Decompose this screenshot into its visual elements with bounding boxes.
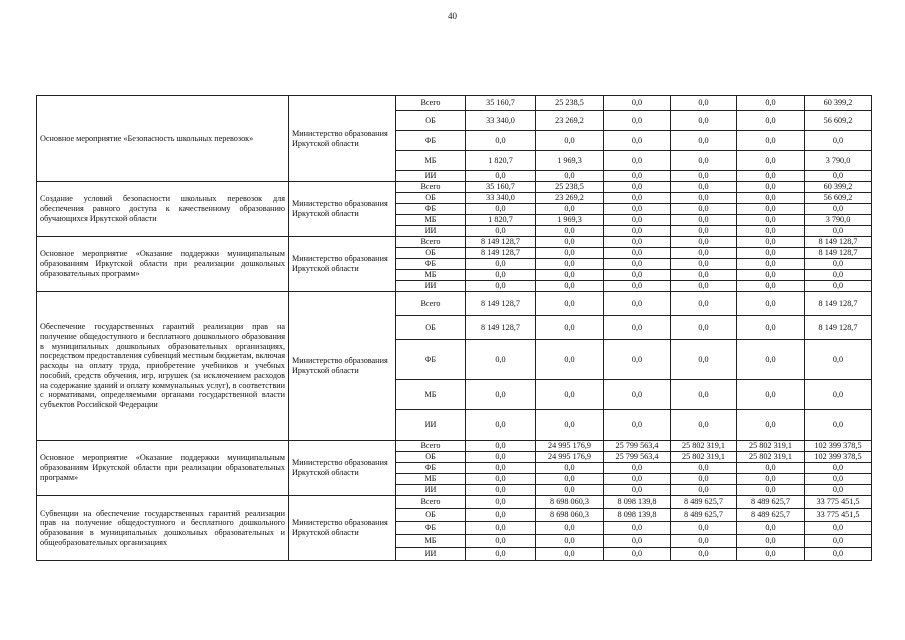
value-cell: 0,0 — [737, 270, 805, 281]
total-value-cell: 0,0 — [805, 340, 872, 380]
total-value-cell: 0,0 — [805, 171, 872, 182]
funding-source-cell: ФБ — [396, 131, 466, 151]
value-cell: 33 340,0 — [466, 193, 536, 204]
value-cell: 0,0 — [671, 182, 737, 193]
value-cell: 1 969,3 — [536, 215, 604, 226]
value-cell: 0,0 — [737, 463, 805, 474]
funding-source-cell: Всего — [396, 182, 466, 193]
total-value-cell: 33 775 451,5 — [805, 509, 872, 522]
value-cell: 0,0 — [466, 259, 536, 270]
value-cell: 0,0 — [536, 226, 604, 237]
value-cell: 0,0 — [604, 316, 671, 340]
value-cell: 0,0 — [671, 193, 737, 204]
value-cell: 0,0 — [737, 474, 805, 485]
value-cell: 0,0 — [604, 171, 671, 182]
value-cell: 0,0 — [604, 340, 671, 380]
funding-source-cell: ОБ — [396, 111, 466, 131]
value-cell: 0,0 — [737, 292, 805, 316]
total-value-cell: 0,0 — [805, 270, 872, 281]
value-cell: 25 802 319,1 — [737, 441, 805, 452]
value-cell: 0,0 — [604, 485, 671, 496]
value-cell: 0,0 — [737, 171, 805, 182]
value-cell: 0,0 — [536, 410, 604, 441]
executor-cell: Министерство образования Иркутской области — [289, 496, 396, 561]
value-cell: 1 820,7 — [466, 215, 536, 226]
value-cell: 23 269,2 — [536, 193, 604, 204]
table-row — [37, 96, 872, 111]
total-value-cell: 0,0 — [805, 548, 872, 561]
value-cell: 0,0 — [604, 226, 671, 237]
funding-source-cell: ИИ — [396, 281, 466, 292]
funding-source-cell: ФБ — [396, 340, 466, 380]
funding-source-cell: МБ — [396, 270, 466, 281]
value-cell: 0,0 — [671, 292, 737, 316]
total-value-cell: 3 790,0 — [805, 215, 872, 226]
total-value-cell: 102 399 378,5 — [805, 452, 872, 463]
value-cell: 8 149 128,7 — [466, 292, 536, 316]
value-cell: 0,0 — [671, 171, 737, 182]
value-cell: 0,0 — [536, 535, 604, 548]
value-cell: 0,0 — [466, 485, 536, 496]
value-cell: 0,0 — [604, 151, 671, 171]
value-cell: 25 802 319,1 — [737, 452, 805, 463]
executor-cell: Министерство образования Иркутской области — [289, 292, 396, 441]
event-name-cell: Обеспечение государственных гарантий реализации прав на получение общедоступного и бесплатного дошкольного образования в муниципальных дошкольных образовательных организациях, посредством предоставления субвенций местным бюджетам, включая расходы на оплату труда, приобретение учебников и учебных пособий, средств обучения, игр, игрушек (за исключением расходов на содержание зданий и оплату коммунальных услуг), в соответствии с нормативами, определяемыми органами государственной власти субъектов Российской Федерации — [37, 292, 289, 441]
value-cell: 8 489 625,7 — [737, 496, 805, 509]
value-cell: 35 160,7 — [466, 182, 536, 193]
value-cell: 0,0 — [466, 496, 536, 509]
value-cell: 0,0 — [536, 463, 604, 474]
value-cell: 0,0 — [671, 131, 737, 151]
funding-source-cell: ФБ — [396, 463, 466, 474]
value-cell: 0,0 — [737, 111, 805, 131]
page-number: 40 — [448, 11, 457, 21]
value-cell: 0,0 — [604, 380, 671, 410]
value-cell: 0,0 — [737, 340, 805, 380]
value-cell: 0,0 — [604, 281, 671, 292]
value-cell: 0,0 — [536, 248, 604, 259]
value-cell: 0,0 — [604, 237, 671, 248]
total-value-cell: 33 775 451,5 — [805, 496, 872, 509]
value-cell: 0,0 — [671, 96, 737, 111]
value-cell: 0,0 — [671, 237, 737, 248]
funding-source-cell: ИИ — [396, 548, 466, 561]
total-value-cell: 0,0 — [805, 522, 872, 535]
total-value-cell: 0,0 — [805, 410, 872, 441]
value-cell: 0,0 — [466, 380, 536, 410]
funding-source-cell: ФБ — [396, 259, 466, 270]
funding-source-cell: Всего — [396, 237, 466, 248]
value-cell: 8 149 128,7 — [466, 248, 536, 259]
value-cell: 0,0 — [737, 248, 805, 259]
value-cell: 0,0 — [671, 248, 737, 259]
value-cell: 0,0 — [536, 316, 604, 340]
value-cell: 0,0 — [737, 96, 805, 111]
value-cell: 0,0 — [671, 474, 737, 485]
event-name-cell: Основное мероприятие «Оказание поддержки муниципальным образованиям Иркутской области при реализации образовательных программ» — [37, 441, 289, 496]
funding-source-cell: МБ — [396, 380, 466, 410]
value-cell: 0,0 — [466, 340, 536, 380]
executor-cell: Министерство образования Иркутской области — [289, 96, 396, 182]
value-cell: 0,0 — [604, 204, 671, 215]
value-cell: 0,0 — [604, 193, 671, 204]
total-value-cell: 0,0 — [805, 485, 872, 496]
value-cell: 0,0 — [604, 248, 671, 259]
value-cell: 0,0 — [466, 535, 536, 548]
value-cell: 0,0 — [536, 171, 604, 182]
value-cell: 0,0 — [671, 548, 737, 561]
value-cell: 0,0 — [536, 204, 604, 215]
value-cell: 0,0 — [671, 226, 737, 237]
value-cell: 8 489 625,7 — [671, 509, 737, 522]
value-cell: 8 698 060,3 — [536, 509, 604, 522]
value-cell: 0,0 — [466, 410, 536, 441]
funding-source-cell: Всего — [396, 496, 466, 509]
value-cell: 0,0 — [671, 111, 737, 131]
value-cell: 1 969,3 — [536, 151, 604, 171]
value-cell: 0,0 — [737, 131, 805, 151]
table-row — [37, 441, 872, 452]
value-cell: 0,0 — [536, 548, 604, 561]
value-cell: 0,0 — [604, 182, 671, 193]
event-name-cell: Основное мероприятие «Безопасность школьных перевозок» — [37, 96, 289, 182]
value-cell: 0,0 — [466, 171, 536, 182]
value-cell: 0,0 — [536, 281, 604, 292]
value-cell: 0,0 — [536, 485, 604, 496]
funding-source-cell: Всего — [396, 292, 466, 316]
total-value-cell: 102 399 378,5 — [805, 441, 872, 452]
funding-source-cell: МБ — [396, 215, 466, 226]
value-cell: 0,0 — [536, 292, 604, 316]
value-cell: 8 149 128,7 — [466, 316, 536, 340]
total-value-cell: 56 609,2 — [805, 111, 872, 131]
table-row — [37, 496, 872, 509]
total-value-cell: 8 149 128,7 — [805, 316, 872, 340]
value-cell: 0,0 — [466, 204, 536, 215]
total-value-cell: 0,0 — [805, 281, 872, 292]
value-cell: 0,0 — [536, 131, 604, 151]
total-value-cell: 0,0 — [805, 380, 872, 410]
value-cell: 8 149 128,7 — [466, 237, 536, 248]
value-cell: 0,0 — [671, 485, 737, 496]
funding-source-cell: МБ — [396, 474, 466, 485]
value-cell: 0,0 — [604, 522, 671, 535]
value-cell: 0,0 — [466, 270, 536, 281]
total-value-cell: 0,0 — [805, 474, 872, 485]
value-cell: 0,0 — [536, 522, 604, 535]
value-cell: 0,0 — [466, 509, 536, 522]
value-cell: 0,0 — [671, 151, 737, 171]
value-cell: 33 340,0 — [466, 111, 536, 131]
value-cell: 1 820,7 — [466, 151, 536, 171]
value-cell: 0,0 — [671, 204, 737, 215]
value-cell: 24 995 176,9 — [536, 441, 604, 452]
value-cell: 0,0 — [604, 96, 671, 111]
value-cell: 0,0 — [604, 474, 671, 485]
total-value-cell: 0,0 — [805, 463, 872, 474]
value-cell: 0,0 — [536, 380, 604, 410]
value-cell: 0,0 — [604, 535, 671, 548]
total-value-cell: 3 790,0 — [805, 151, 872, 171]
funding-source-cell: ОБ — [396, 452, 466, 463]
value-cell: 0,0 — [466, 441, 536, 452]
value-cell: 0,0 — [604, 111, 671, 131]
total-value-cell: 8 149 128,7 — [805, 248, 872, 259]
event-name-cell: Субвенции на обеспечение государственных гарантий реализации прав на получение общедоступного и бесплатного дошкольного образования в муниципальных дошкольных образовательных и общеобразовательных организациях — [37, 496, 289, 561]
funding-source-cell: МБ — [396, 535, 466, 548]
value-cell: 0,0 — [737, 485, 805, 496]
event-name-cell: Создание условий безопасности школьных перевозок для обеспечения равного доступа к качественному образованию обучающихся Иркутской области — [37, 182, 289, 237]
value-cell: 8 698 060,3 — [536, 496, 604, 509]
value-cell: 0,0 — [671, 380, 737, 410]
executor-cell: Министерство образования Иркутской области — [289, 441, 396, 496]
executor-cell: Министерство образования Иркутской области — [289, 182, 396, 237]
value-cell: 0,0 — [466, 226, 536, 237]
value-cell: 0,0 — [671, 270, 737, 281]
funding-source-cell: Всего — [396, 96, 466, 111]
value-cell: 0,0 — [671, 463, 737, 474]
value-cell: 0,0 — [604, 548, 671, 561]
value-cell: 0,0 — [737, 316, 805, 340]
total-value-cell: 8 149 128,7 — [805, 237, 872, 248]
value-cell: 0,0 — [466, 463, 536, 474]
total-value-cell: 0,0 — [805, 535, 872, 548]
value-cell: 0,0 — [466, 131, 536, 151]
total-value-cell: 0,0 — [805, 226, 872, 237]
value-cell: 0,0 — [671, 522, 737, 535]
value-cell: 0,0 — [737, 380, 805, 410]
value-cell: 23 269,2 — [536, 111, 604, 131]
funding-source-cell: ИИ — [396, 226, 466, 237]
funding-source-cell: Всего — [396, 441, 466, 452]
value-cell: 0,0 — [536, 340, 604, 380]
table-row — [37, 237, 872, 248]
value-cell: 0,0 — [536, 237, 604, 248]
value-cell: 0,0 — [737, 281, 805, 292]
funding-source-cell: ОБ — [396, 509, 466, 522]
funding-source-cell: МБ — [396, 151, 466, 171]
value-cell: 0,0 — [737, 226, 805, 237]
value-cell: 0,0 — [466, 548, 536, 561]
value-cell: 0,0 — [737, 410, 805, 441]
value-cell: 0,0 — [466, 522, 536, 535]
funding-source-cell: ИИ — [396, 171, 466, 182]
value-cell: 0,0 — [604, 259, 671, 270]
budget-table — [36, 95, 872, 561]
total-value-cell: 0,0 — [805, 204, 872, 215]
value-cell: 0,0 — [671, 340, 737, 380]
value-cell: 0,0 — [737, 182, 805, 193]
total-value-cell: 60 399,2 — [805, 182, 872, 193]
funding-source-cell: ИИ — [396, 410, 466, 441]
value-cell: 0,0 — [536, 474, 604, 485]
value-cell: 0,0 — [737, 215, 805, 226]
value-cell: 0,0 — [737, 548, 805, 561]
value-cell: 25 238,5 — [536, 96, 604, 111]
value-cell: 0,0 — [737, 151, 805, 171]
value-cell: 0,0 — [737, 522, 805, 535]
value-cell: 25 799 563,4 — [604, 452, 671, 463]
value-cell: 0,0 — [604, 131, 671, 151]
value-cell: 0,0 — [671, 535, 737, 548]
value-cell: 25 799 563,4 — [604, 441, 671, 452]
value-cell: 25 238,5 — [536, 182, 604, 193]
value-cell: 0,0 — [604, 410, 671, 441]
value-cell: 25 802 319,1 — [671, 452, 737, 463]
value-cell: 0,0 — [671, 316, 737, 340]
value-cell: 0,0 — [671, 410, 737, 441]
total-value-cell: 60 399,2 — [805, 96, 872, 111]
total-value-cell: 8 149 128,7 — [805, 292, 872, 316]
value-cell: 8 098 139,8 — [604, 496, 671, 509]
executor-cell: Министерство образования Иркутской области — [289, 237, 396, 292]
value-cell: 0,0 — [466, 281, 536, 292]
table-row — [37, 292, 872, 316]
table-row — [37, 182, 872, 193]
value-cell: 0,0 — [671, 259, 737, 270]
value-cell: 0,0 — [466, 474, 536, 485]
value-cell: 8 489 625,7 — [671, 496, 737, 509]
value-cell: 24 995 176,9 — [536, 452, 604, 463]
value-cell: 0,0 — [737, 204, 805, 215]
value-cell: 0,0 — [604, 292, 671, 316]
value-cell: 0,0 — [671, 281, 737, 292]
funding-source-cell: ОБ — [396, 316, 466, 340]
value-cell: 0,0 — [536, 270, 604, 281]
funding-source-cell: ОБ — [396, 248, 466, 259]
value-cell: 0,0 — [671, 215, 737, 226]
value-cell: 25 802 319,1 — [671, 441, 737, 452]
funding-source-cell: ИИ — [396, 485, 466, 496]
value-cell: 0,0 — [536, 259, 604, 270]
event-name-cell: Основное мероприятие «Оказание поддержки муниципальным образованиям Иркутской области при реализации дошкольных образовательных программ» — [37, 237, 289, 292]
value-cell: 0,0 — [466, 452, 536, 463]
value-cell: 0,0 — [604, 270, 671, 281]
total-value-cell: 0,0 — [805, 131, 872, 151]
value-cell: 0,0 — [737, 237, 805, 248]
value-cell: 0,0 — [737, 535, 805, 548]
value-cell: 0,0 — [604, 215, 671, 226]
total-value-cell: 0,0 — [805, 259, 872, 270]
value-cell: 0,0 — [737, 193, 805, 204]
value-cell: 8 489 625,7 — [737, 509, 805, 522]
funding-source-cell: ОБ — [396, 193, 466, 204]
value-cell: 8 098 139,8 — [604, 509, 671, 522]
value-cell: 35 160,7 — [466, 96, 536, 111]
value-cell: 0,0 — [604, 463, 671, 474]
value-cell: 0,0 — [737, 259, 805, 270]
funding-source-cell: ФБ — [396, 522, 466, 535]
total-value-cell: 56 609,2 — [805, 193, 872, 204]
funding-source-cell: ФБ — [396, 204, 466, 215]
